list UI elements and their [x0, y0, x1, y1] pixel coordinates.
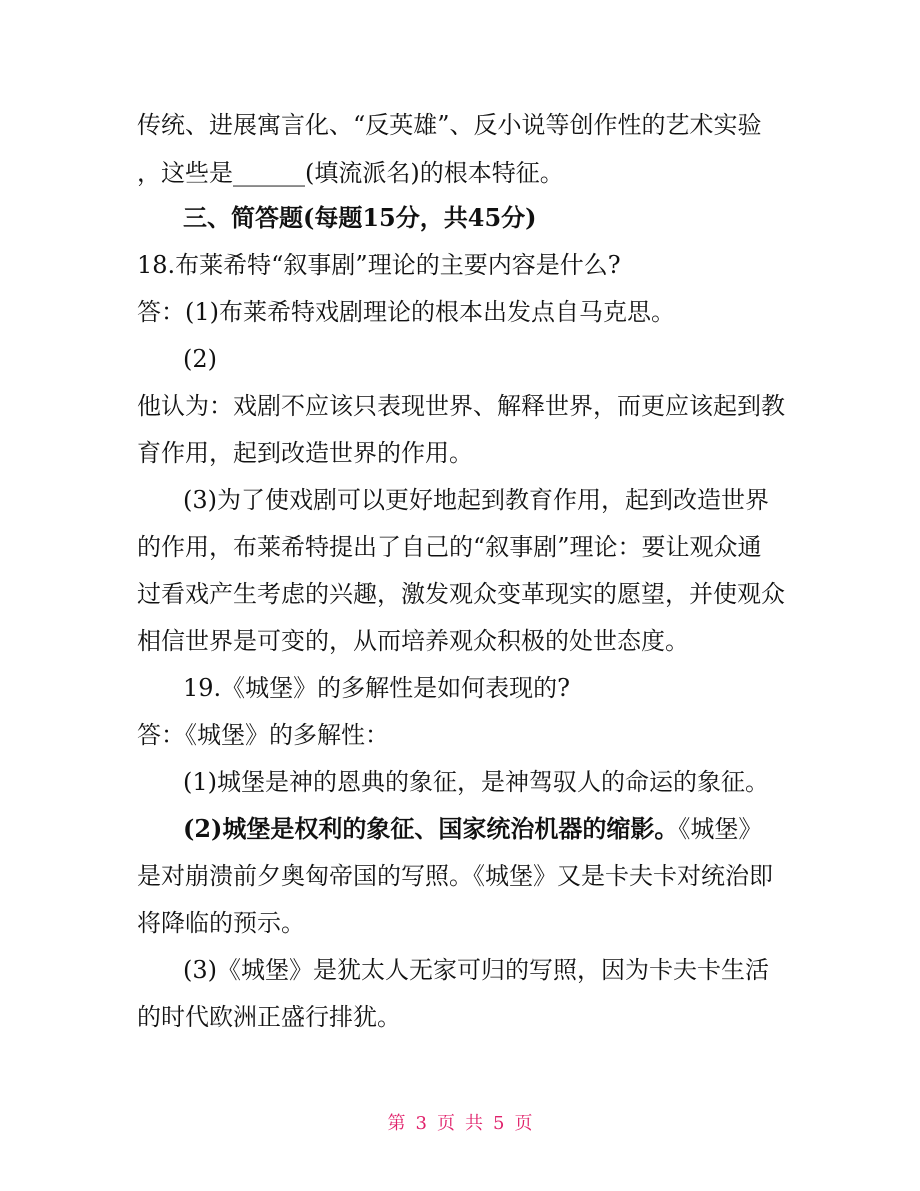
- text-line: 是对崩溃前夕奥匈帝国的写照。《城堡》又是卡夫卡对统治即: [137, 862, 773, 890]
- text-line: (1)城堡是神的恩典的象征，是神驾驭人的命运的象征。: [183, 768, 769, 796]
- text-line: ，这些是______(填流派名)的根本特征。: [137, 159, 564, 187]
- text-line: 他认为：戏剧不应该只表现世界、解释世界，而更应该起到教: [137, 392, 785, 420]
- text-line: (3)为了使戏剧可以更好地起到教育作用，起到改造世界: [183, 486, 769, 514]
- text-line: 答：(1)布莱希特戏剧理论的根本出发点自马克思。: [137, 298, 675, 326]
- bold-statement: (2)城堡是权利的象征、国家统治机器的缩影。: [183, 814, 679, 843]
- text-line: 的时代欧洲正盛行排犹。: [137, 1003, 401, 1031]
- footer-total-pages: 5: [493, 1113, 505, 1134]
- text-line: 育作用，起到改造世界的作用。: [137, 439, 473, 467]
- text-line: 将降临的预示。: [137, 909, 305, 937]
- text-line: 答：《城堡》的多解性：: [137, 721, 389, 749]
- text-line: 传统、进展寓言化、“反英雄”、反小说等创作性的艺术实验: [137, 111, 762, 139]
- text-line: 过看戏产生考虑的兴趣，激发观众变革现实的愿望，并使观众: [137, 580, 785, 608]
- footer-prefix: 第: [387, 1113, 406, 1134]
- page-footer: [0, 1112, 920, 1136]
- footer-of: 共: [465, 1113, 483, 1134]
- question-19: 19.《城堡》的多解性是如何表现的?: [183, 674, 571, 702]
- text-line: (2): [183, 345, 217, 373]
- text-line: 的作用，布莱希特提出了自己的“叙事剧”理论：要让观众通: [137, 533, 762, 561]
- text-line: [183, 814, 762, 844]
- question-18: 18.布莱希特“叙事剧”理论的主要内容是什么?: [137, 251, 621, 279]
- section-heading: 三、简答题(每题15分，共45分): [183, 203, 537, 232]
- book-title: 《城堡》: [678, 815, 763, 843]
- footer-total-unit: 页: [514, 1113, 533, 1134]
- text-line: 相信世界是可变的，从而培养观众积极的处世态度。: [137, 627, 689, 655]
- footer-page-unit: 页: [437, 1113, 455, 1134]
- footer-page-number: 3: [415, 1113, 427, 1134]
- text-line: (3)《城堡》是犹太人无家可归的写照，因为卡夫卡生活: [183, 956, 769, 984]
